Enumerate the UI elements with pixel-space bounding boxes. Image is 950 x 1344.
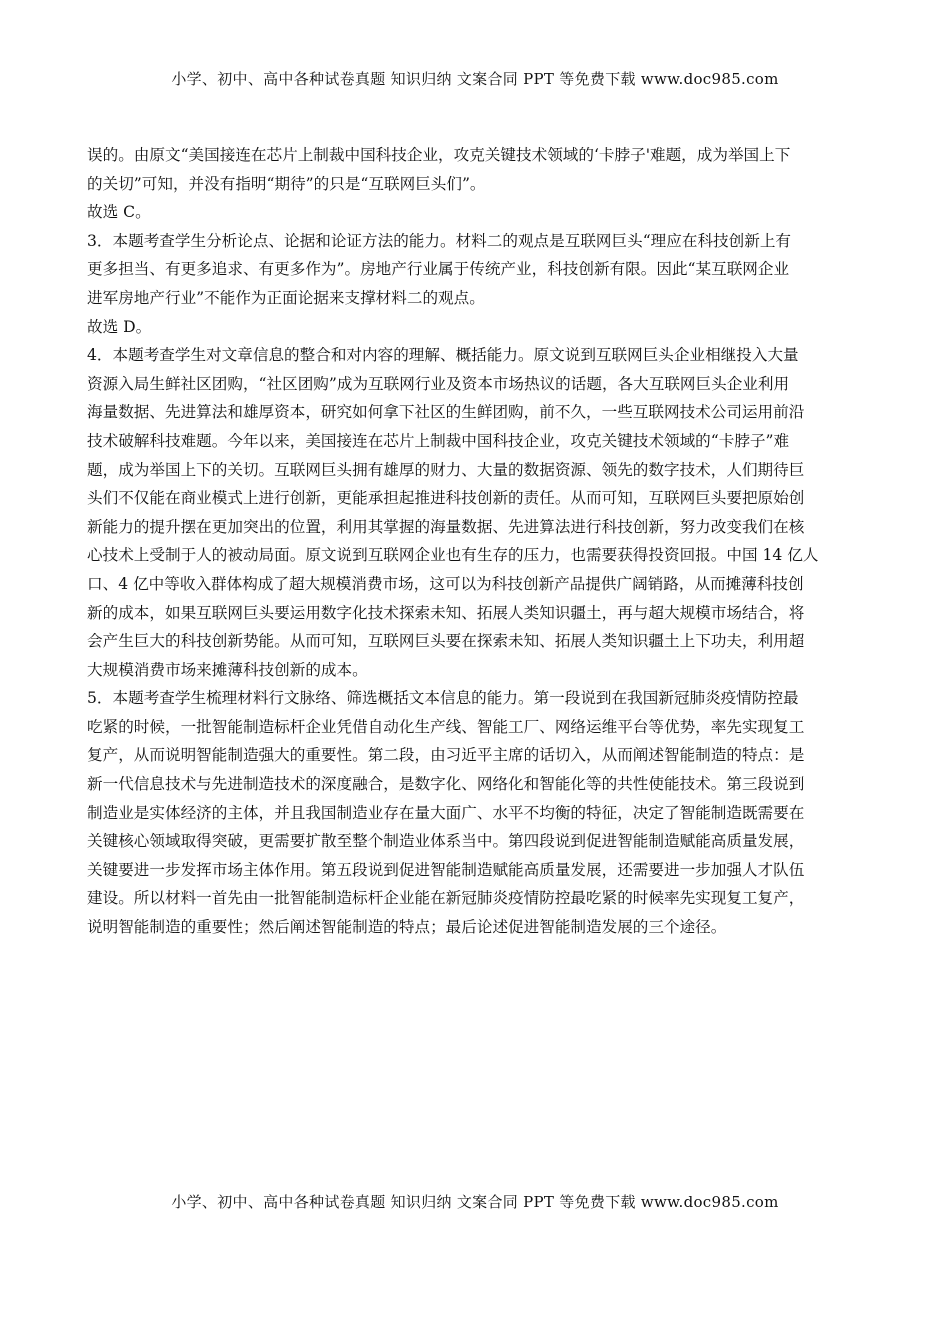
text-line-3: 故选 C。	[87, 203, 151, 222]
text-line-10: 海量数据、先进算法和雄厚资本，研究如何拿下社区的生鲜团购，前不久，一些互联网技术公司运用前沿	[87, 403, 805, 422]
text-line-28: 说明智能制造的重要性；然后阐述智能制造的特点；最后论述促进智能制造发展的三个途径。	[87, 918, 727, 937]
text-line-25: 关键核心领域取得突破，更需要扩散至整个制造业体系当中。第四段说到促进智能制造赋能高质量发展，	[87, 832, 805, 851]
text-line-18: 会产生巨大的科技创新势能。从而可知，互联网巨头要在探索未知、拓展人类知识疆土上下功夫，利用超	[87, 632, 805, 651]
text-line-20: 5．本题考查学生梳理材料行文脉络、筛选概括文本信息的能力。第一段说到在我国新冠肺炎疫情防控最	[87, 689, 799, 708]
text-line-6: 进军房地产行业”不能作为正面论据来支撑材料二的观点。	[87, 288, 485, 307]
text-line-5: 更多担当、有更多追求、有更多作为”。房地产行业属于传统产业，科技创新有限。因此“某互联网企业	[87, 260, 790, 279]
text-line-15: 心技术上受制于人的被动局面。原文说到互联网企业也有生存的压力，也需要获得投资回报。中国 14 亿人	[87, 546, 819, 565]
text-line-13: 头们不仅能在商业模式上进行创新，更能承担起推进科技创新的责任。从而可知，互联网巨头要把原始创	[87, 489, 805, 508]
text-line-9: 资源入局生鲜社区团购，“社区团购”成为互联网行业及资本市场热议的话题，各大互联网巨头企业利用	[87, 374, 790, 393]
text-line-4: 3．本题考查学生分析论点、论据和论证方法的能力。材料二的观点是互联网巨头“理应在科技创新上有	[87, 231, 792, 250]
text-line-7: 故选 D。	[87, 317, 152, 336]
text-line-2: 的关切”可知，并没有指明“期待”的只是“互联网巨头们”。	[87, 174, 486, 193]
text-line-24: 制造业是实体经济的主体，并且我国制造业存在量大面广、水平不均衡的特征，决定了智能制造既需要在	[87, 803, 805, 822]
text-line-22: 复产，从而说明智能制造强大的重要性。第二段，由习近平主席的话切入，从而阐述智能制造的特点：是	[87, 746, 805, 765]
text-line-23: 新一代信息技术与先进制造技术的深度融合，是数字化、网络化和智能化等的共性使能技术。第三段说到	[87, 775, 805, 794]
page-footer: 小学、初中、高中各种试卷真题 知识归纳 文案合同 PPT 等免费下载 www.doc985.com	[171, 1193, 779, 1211]
text-line-1: 误的。由原文“美国接连在芯片上制裁中国科技企业，攻克关键技术领域的‘卡脖子'难题，成为举国上下	[87, 146, 791, 164]
document-body	[87, 141, 865, 942]
text-line-16: 口、4 亿中等收入群体构成了超大规模消费市场，这可以为科技创新产品提供广阔销路，从而摊薄科技创	[87, 574, 804, 593]
text-line-26: 关键要进一步发挥市场主体作用。第五段说到促进智能制造赋能高质量发展，还需要进一步加强人才队伍	[87, 860, 805, 879]
text-line-27: 建设。所以材料一首先由一批智能制造标杆企业能在新冠肺炎疫情防控最吃紧的时候率先实现复工复产，	[87, 889, 805, 908]
text-line-12: 题，成为举国上下的关切。互联网巨头拥有雄厚的财力、大量的数据资源、领先的数字技术，人们期待巨	[87, 460, 805, 479]
text-line-21: 吃紧的时候，一批智能制造标杆企业凭借自动化生产线、智能工厂、网络运维平台等优势，率先实现复工	[87, 717, 805, 736]
text-line-17: 新的成本，如果互联网巨头要运用数字化技术探索未知、拓展人类知识疆土，再与超大规模市场结合，将	[87, 603, 805, 622]
text-line-11: 技术破解科技难题。今年以来，美国接连在芯片上制裁中国科技企业，攻克关键技术领域的“卡脖子”难	[87, 431, 790, 450]
page-header: 小学、初中、高中各种试卷真题 知识归纳 文案合同 PPT 等免费下载 www.doc985.com	[171, 70, 779, 88]
text-line-14: 新能力的提升摆在更加突出的位置，利用其掌握的海量数据、先进算法进行科技创新，努力改变我们在核	[87, 517, 805, 536]
text-line-19: 大规模消费市场来摊薄科技创新的成本。	[87, 660, 368, 679]
text-line-8: 4．本题考查学生对文章信息的整合和对内容的理解、概括能力。原文说到互联网巨头企业相继投入大量	[87, 346, 799, 365]
